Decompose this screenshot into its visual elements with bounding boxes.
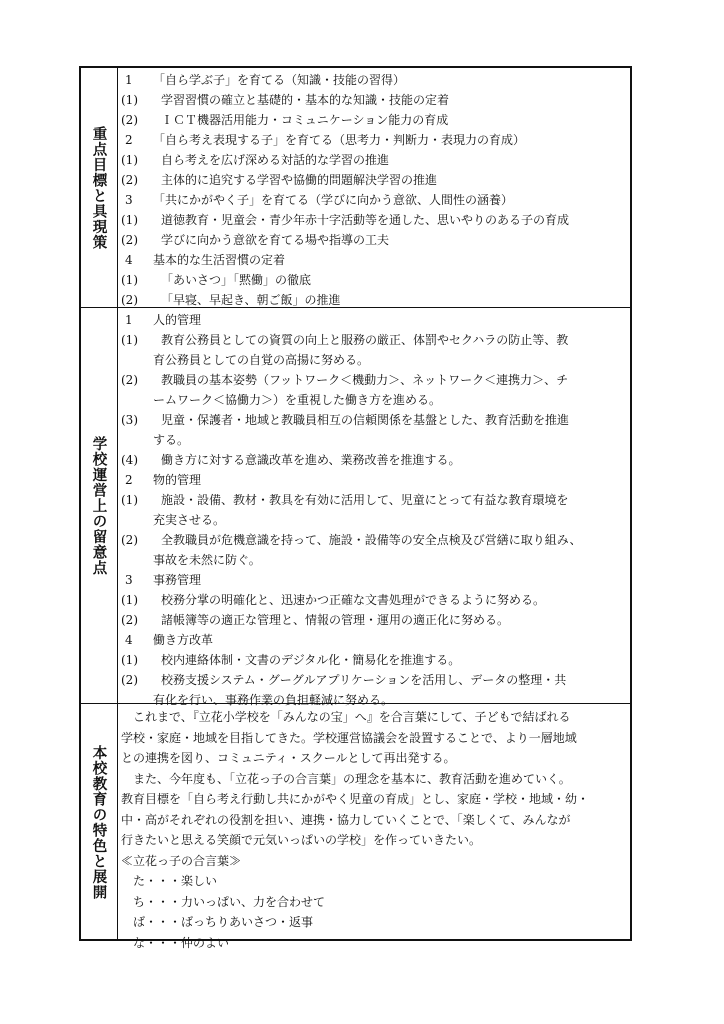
heading-line bbox=[121, 470, 626, 490]
item-number: (2) bbox=[121, 673, 138, 687]
item-text: 児童・保護者・地域と教職員相互の信頼関係を基盤とした、教育活動を推進 bbox=[161, 413, 570, 427]
item-line bbox=[121, 270, 626, 290]
item-line bbox=[121, 230, 626, 250]
paragraph-line: た・・・楽しい bbox=[121, 874, 218, 888]
item-continuation: する。 bbox=[153, 433, 190, 447]
item-text: 教職員の基本姿勢（フットワーク＜機動力＞、ネットワーク＜連携力＞、チ bbox=[161, 373, 569, 387]
paragraph-line: ち・・・力いっぱい、力を合わせて bbox=[121, 894, 326, 909]
item-text: 教育公務員としての資質の向上と服務の厳正、体罰やセクハラの防止等、教 bbox=[161, 333, 569, 347]
item-line bbox=[121, 370, 626, 390]
item-number: (1) bbox=[121, 213, 138, 227]
item-text: 物的管理 bbox=[153, 473, 202, 487]
item-number: 3 bbox=[125, 573, 133, 587]
item-text: 「共にかがやく子」を育てる（学びに向かう意欲、人間性の涵養） bbox=[153, 193, 514, 207]
section-heading: 学校運営上の留意点 bbox=[90, 435, 107, 576]
heading-line bbox=[121, 250, 626, 270]
item-number: 2 bbox=[125, 133, 133, 147]
item-text: 「早寝、早起き、朝ご飯」の推進 bbox=[161, 293, 341, 307]
paragraph-line: これまで、『立花小学校を「みんなの宝」へ』を合言葉にして、子どもで結ばれる bbox=[121, 710, 571, 724]
item-line bbox=[121, 210, 626, 230]
item-number: (1) bbox=[121, 273, 138, 287]
item-line bbox=[121, 110, 626, 130]
section-management-notes bbox=[81, 308, 630, 707]
paragraph-line: との連携を図り、コミュニティ・スクールとして再出発する。 bbox=[121, 751, 456, 765]
item-text: 働き方改革 bbox=[153, 633, 214, 647]
item-text: 「自ら考え表現する子」を育てる（思考力・判断力・表現力の育成） bbox=[153, 133, 526, 147]
heading-line bbox=[121, 190, 626, 210]
item-text: 人的管理 bbox=[153, 313, 202, 327]
item-number: 4 bbox=[125, 633, 133, 647]
item-number: 3 bbox=[125, 193, 133, 207]
item-line bbox=[121, 330, 626, 350]
item-text: 施設・設備、教材・教具を有効に活用して、児童にとって有益な教育環境を bbox=[161, 493, 569, 507]
item-text: 学習習慣の確立と基礎的・基本的な知識・技能の定着 bbox=[161, 93, 450, 107]
item-number: (2) bbox=[121, 293, 138, 307]
section-heading-cell bbox=[81, 704, 118, 941]
item-line bbox=[121, 450, 626, 470]
paragraph-line: 行きたいと思える笑顔で元気いっぱいの学校」を作っていきたい。 bbox=[121, 833, 482, 847]
item-text: 学びに向かう意欲を育てる場や指導の工夫 bbox=[161, 233, 390, 247]
item-text: 事務管理 bbox=[153, 573, 202, 587]
paragraph-line: ば・・・ばっちりあいさつ・返事 bbox=[121, 915, 314, 929]
item-number: 1 bbox=[125, 313, 133, 327]
item-text: 校務分掌の明確化と、迅速かつ正確な文書処理ができるように努める。 bbox=[161, 593, 546, 607]
item-number: (1) bbox=[121, 333, 138, 347]
section-heading: 本校教育の特色と展開 bbox=[90, 745, 107, 900]
item-number: 1 bbox=[125, 73, 133, 87]
item-text: 全教職員が危機意識を持って、施設・設備等の安全点検及び営繕に取り組み、 bbox=[161, 533, 582, 547]
item-number: (2) bbox=[121, 233, 138, 247]
item-line bbox=[121, 150, 626, 170]
paragraph-line: 学校・家庭・地域を目指してきた。学校運営協議会を設置することで、より一層地域 bbox=[121, 730, 577, 745]
item-number: 4 bbox=[125, 253, 133, 267]
section-school-features bbox=[81, 704, 630, 950]
heading-line bbox=[121, 310, 626, 330]
item-line bbox=[121, 410, 626, 430]
item-number: 2 bbox=[125, 473, 133, 487]
item-text: 「自ら学ぶ子」を育てる（知識・技能の習得） bbox=[153, 73, 406, 87]
paragraph-line: ≪立花っ子の合言葉≫ bbox=[121, 853, 242, 868]
item-number: (1) bbox=[121, 93, 138, 107]
section-heading-cell bbox=[81, 308, 118, 703]
heading-line bbox=[121, 630, 626, 650]
item-number: (1) bbox=[121, 493, 138, 507]
section-body bbox=[117, 68, 630, 307]
paragraph-line: 中・高がそれぞれの役割を担い、連携・協力していくことで、「楽しくて、みんなが bbox=[121, 812, 571, 827]
item-text: 基本的な生活習慣の定着 bbox=[153, 253, 286, 267]
item-number: (2) bbox=[121, 173, 138, 187]
item-continuation: ームワーク＜協働力＞）を重視した働き方を進める。 bbox=[153, 393, 442, 407]
item-number: (1) bbox=[121, 653, 138, 667]
paragraph-line: また、今年度も、「立花っ子の合言葉」の理念を基本に、教育活動を進めていく。 bbox=[121, 771, 571, 786]
item-text: 校務支援システム・グーグルアプリケーションを活用し、データの整理・共 bbox=[161, 673, 567, 687]
item-text: 諸帳簿等の適正な管理と、情報の管理・運用の適正化に努める。 bbox=[161, 613, 510, 627]
item-continuation: 有化を行い、事務作業の負担軽減に努める。 bbox=[153, 693, 394, 707]
item-text: 校内連絡体制・文書のデジタル化・簡易化を推進する。 bbox=[161, 653, 461, 667]
item-line bbox=[121, 650, 626, 670]
item-line bbox=[121, 490, 626, 510]
item-number: (3) bbox=[121, 413, 138, 427]
section-heading-cell bbox=[81, 68, 118, 307]
item-text: 自ら考えを広げ深める対話的な学習の推進 bbox=[161, 153, 390, 167]
item-text: 「あいさつ」「黙働」の徹底 bbox=[161, 273, 312, 287]
item-number: (2) bbox=[121, 613, 138, 627]
heading-line bbox=[121, 130, 626, 150]
item-text: 主体的に追究する学習や協働的問題解決学習の推進 bbox=[161, 173, 438, 187]
section-body bbox=[117, 308, 630, 707]
item-line bbox=[121, 530, 626, 550]
item-line bbox=[121, 90, 626, 110]
item-number: (2) bbox=[121, 113, 138, 127]
section-priority-goals bbox=[81, 68, 630, 308]
heading-line bbox=[121, 70, 626, 90]
item-number: (2) bbox=[121, 373, 138, 387]
section-heading: 重点目標と具現策 bbox=[90, 125, 107, 250]
item-number: (1) bbox=[121, 153, 138, 167]
item-line bbox=[121, 590, 626, 610]
item-text: 働き方に対する意識改革を進め、業務改善を推進する。 bbox=[161, 453, 461, 467]
item-continuation: 充実させる。 bbox=[153, 513, 226, 527]
heading-line bbox=[121, 570, 626, 590]
item-line bbox=[121, 290, 626, 310]
item-continuation: 事故を未然に防ぐ。 bbox=[153, 553, 261, 567]
item-continuation: 育公務員としての自覚の高揚に努める。 bbox=[153, 353, 370, 367]
item-number: (4) bbox=[121, 453, 138, 467]
item-text: 道徳教育・児童会・青少年赤十字活動等を通した、思いやりのある子の育成 bbox=[161, 213, 570, 227]
policy-table bbox=[79, 66, 632, 950]
paragraph-line: な・・・仲のよい bbox=[121, 935, 230, 950]
item-line bbox=[121, 170, 626, 190]
item-line bbox=[121, 610, 626, 630]
item-number: (2) bbox=[121, 533, 138, 547]
item-text: ＩＣＴ機器活用能力・コミュニケーション能力の育成 bbox=[161, 113, 449, 127]
item-number: (1) bbox=[121, 593, 138, 607]
section-body bbox=[117, 704, 630, 950]
item-line bbox=[121, 670, 626, 690]
paragraph-line: 教育目標を「自ら考え行動し共にかがやく児童の育成」とし、家庭・学校・地域・幼・ bbox=[121, 792, 590, 806]
